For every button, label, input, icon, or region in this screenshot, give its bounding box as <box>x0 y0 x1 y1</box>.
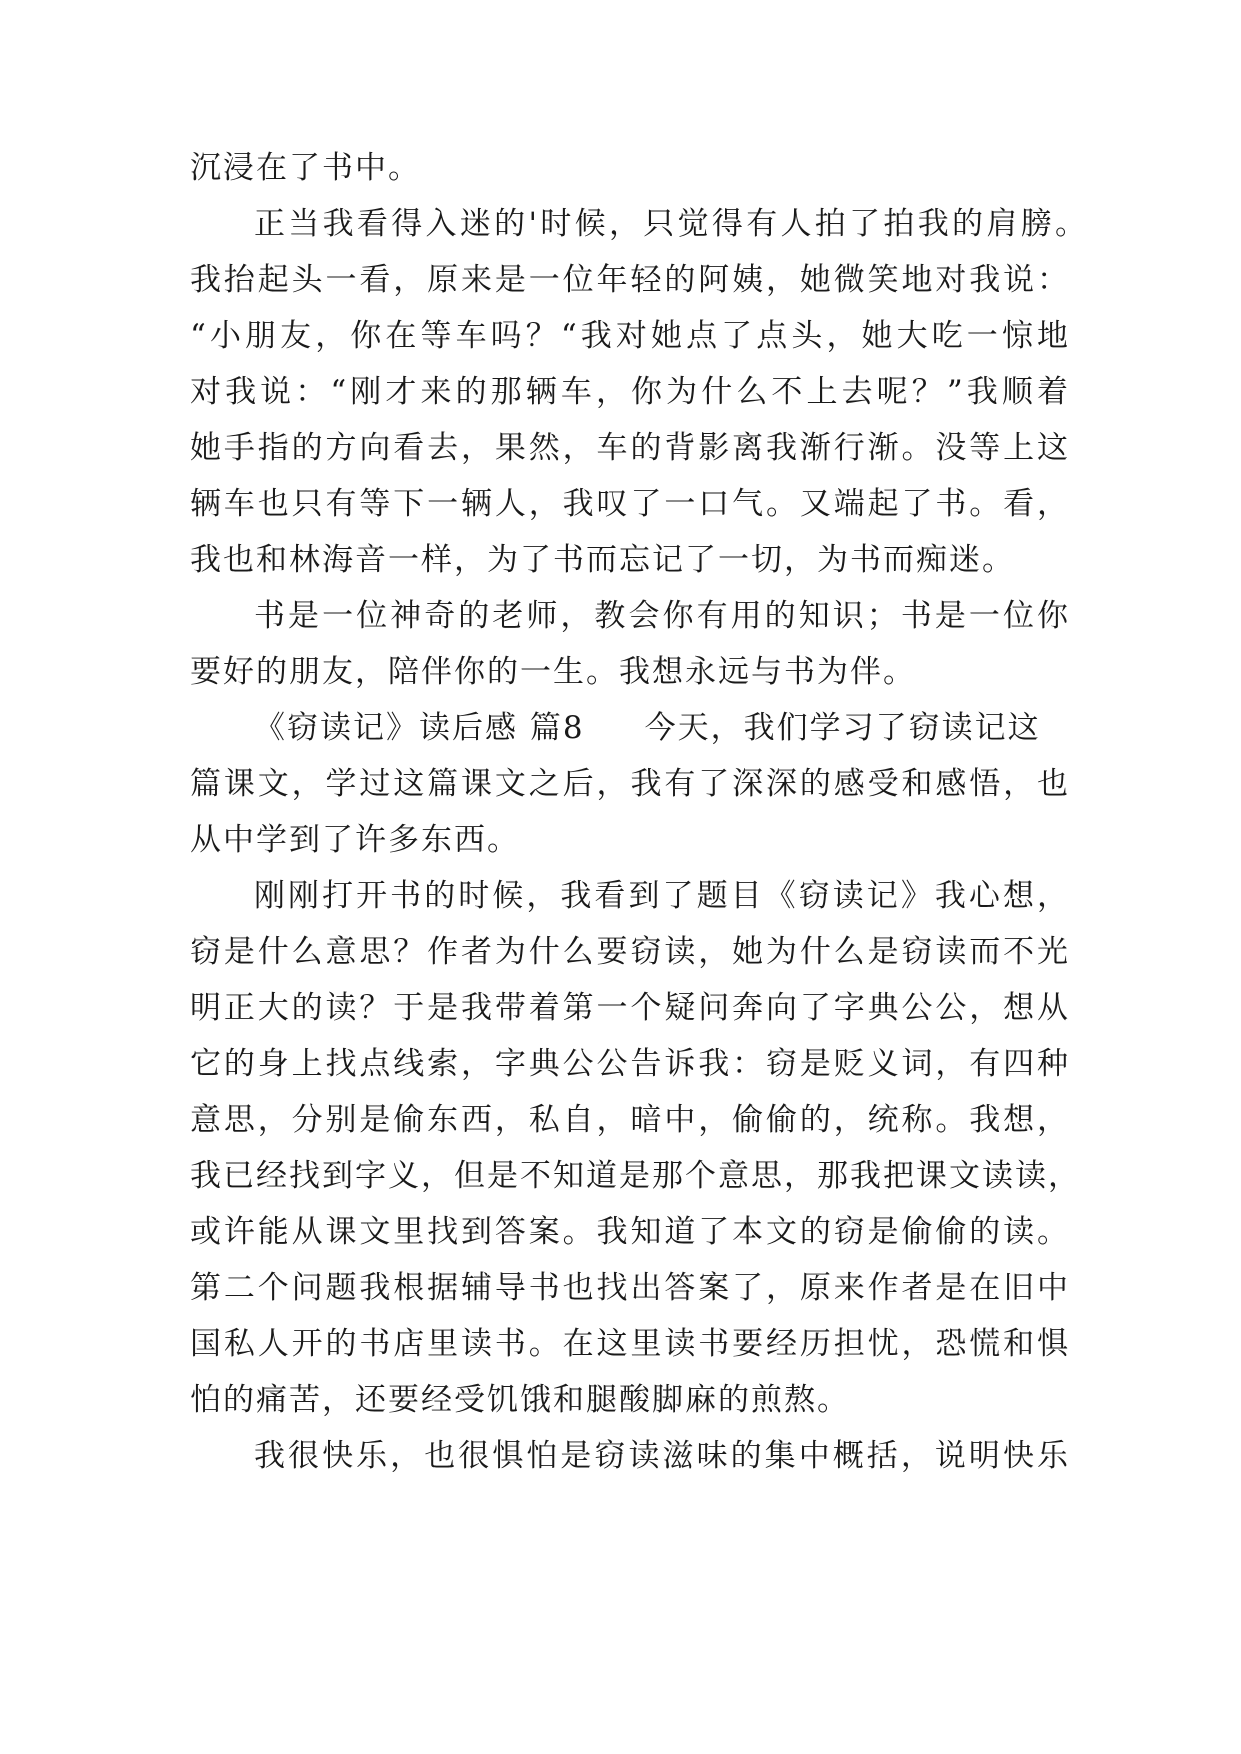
text-line-21: 第二个问题我根据辅导书也找出答案了，原来作者是在旧中 <box>190 1270 1070 1306</box>
text-line-19: 我已经找到字义，但是不知道是那个意思，那我把课文读读， <box>190 1158 1081 1194</box>
text-line-18: 意思，分别是偷东西，私自，暗中，偷偷的，统称。我想， <box>190 1102 1070 1138</box>
text-line-15: 窃是什么意思？作者为什么要窃读，她为什么是窃读而不光 <box>190 934 1070 970</box>
text-line-9: 书是一位神奇的老师，教会你有用的知识；书是一位你 <box>254 598 1070 634</box>
section-heading: 《窃读记》读后感 篇8 <box>254 710 585 746</box>
text-line-12: 篇课文，学过这篇课文之后，我有了深深的感受和感悟，也 <box>190 766 1070 802</box>
section-first-sentence: 今天，我们学习了窃读记这 <box>644 710 1041 746</box>
text-line-24: 我很快乐，也很惧怕是窃读滋味的集中概括，说明快乐 <box>254 1438 1070 1474</box>
text-line-10: 要好的朋友，陪伴你的一生。我想永远与书为伴。 <box>190 654 916 690</box>
text-line-20: 或许能从课文里找到答案。我知道了本文的窃是偷偷的读。 <box>190 1214 1070 1250</box>
text-line-4: “小朋友，你在等车吗？“我对她点了点头，她大吃一惊地 <box>190 318 1070 354</box>
text-line-1: 沉浸在了书中。 <box>190 150 421 186</box>
text-line-23: 怕的痛苦，还要经受饥饿和腿酸脚麻的煎熬。 <box>190 1382 850 1418</box>
text-line-5: 对我说：“刚才来的那辆车，你为什么不上去呢？”我顺着 <box>190 374 1070 410</box>
text-line-6: 她手指的方向看去，果然，车的背影离我渐行渐。没等上这 <box>190 430 1070 466</box>
text-line-17: 它的身上找点线索，字典公公告诉我：窃是贬义词，有四种 <box>190 1046 1070 1082</box>
text-line-22: 国私人开的书店里读书。在这里读书要经历担忧，恐慌和惧 <box>190 1326 1070 1362</box>
text-line-7: 辆车也只有等下一辆人，我叹了一口气。又端起了书。看， <box>190 486 1070 522</box>
text-line-16: 明正大的读？于是我带着第一个疑问奔向了字典公公，想从 <box>190 990 1070 1026</box>
text-line-13: 从中学到了许多东西。 <box>190 822 520 858</box>
section-heading-line <box>254 698 1070 758</box>
text-line-2: 正当我看得入迷的'时候，只觉得有人拍了拍我的肩膀。 <box>254 206 1088 242</box>
text-line-3: 我抬起头一看，原来是一位年轻的阿姨，她微笑地对我说： <box>190 262 1070 298</box>
text-line-8: 我也和林海音一样，为了书而忘记了一切，为书而痴迷。 <box>190 542 1015 578</box>
text-line-14: 刚刚打开书的时候，我看到了题目《窃读记》我心想， <box>254 878 1070 914</box>
